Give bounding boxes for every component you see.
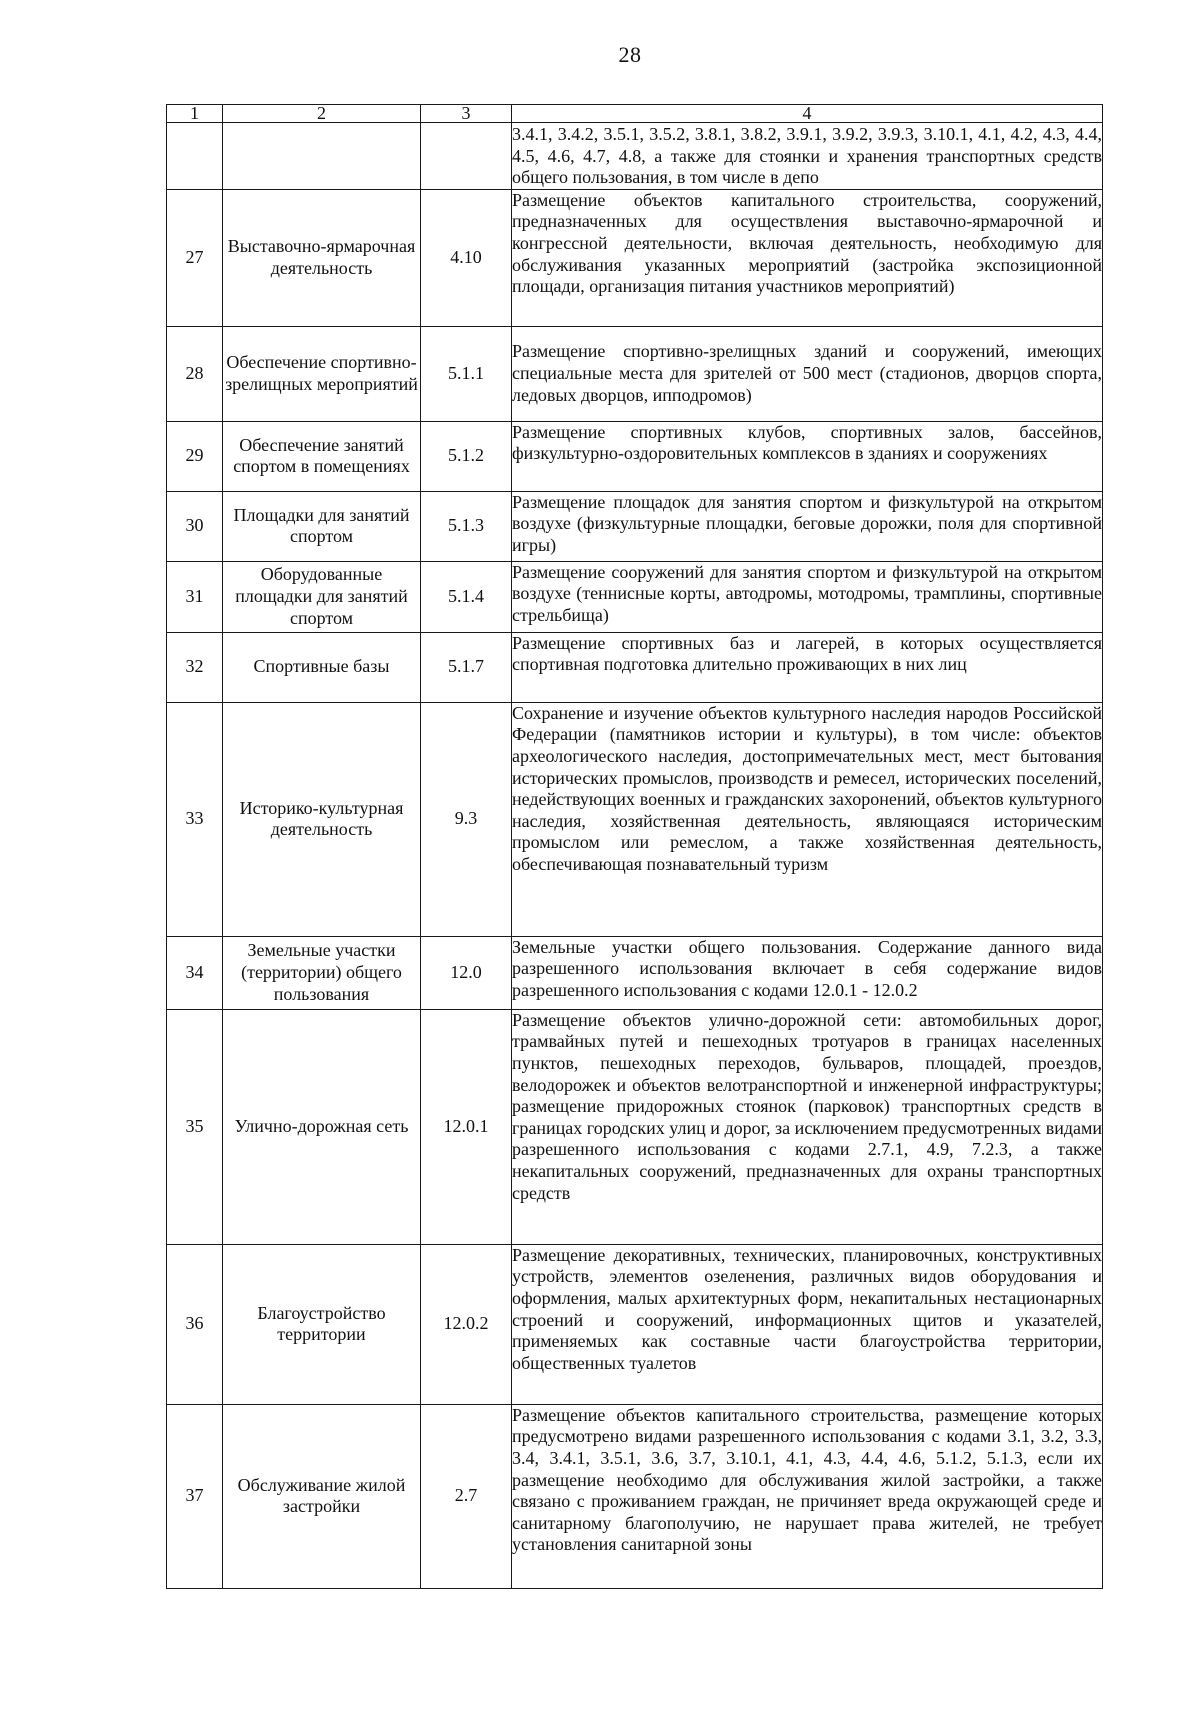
row-description: Размещение спортивных баз и лагерей, в которых осуществляется спортивная подготовка длительно проживающих в них лиц [512,632,1103,702]
table-row [167,1244,1103,1404]
row-code: 12.0.1 [421,1009,512,1244]
table-row [167,1404,1103,1588]
row-code: 12.0.2 [421,1244,512,1404]
row-code: 5.1.7 [421,632,512,702]
row-code: 12.0 [421,936,512,1009]
row-name: Обслуживание жилой застройки [223,1404,421,1588]
row-description: Размещение спортивно-зрелищных зданий и сооружений, имеющих специальные места для зрителей от 500 мест (стадионов, дворцов спорта, ледовых дворцов, ипподромов) [512,326,1103,421]
row-number: 37 [167,1404,223,1588]
row-number: 33 [167,702,223,936]
table-row [167,421,1103,491]
row-name: Историко-культурная деятельность [223,702,421,936]
header-col-1: 1 [167,105,223,123]
row-code: 5.1.1 [421,326,512,421]
row-description: Сохранение и изучение объектов культурного наследия народов Российской Федерации (памятников истории и культуры), в том числе: объектов археологического наследия, достопримечательных мест, мест бытования исторических промыслов, производств и ремесел, исторических поселений, недействующих военных и гражданских захоронений, объектов культурного наследия, хозяйственная деятельность, являющаяся историческим промыслом или ремеслом, а также хозяйственная деятельность, обеспечивающая познавательный туризм [512,702,1103,936]
row-name: Земельные участки (территории) общего пользования [223,936,421,1009]
row-name: Обеспечение спортивно-зрелищных мероприятий [223,326,421,421]
table-row [167,702,1103,936]
header-col-3: 3 [421,105,512,123]
table-row [167,936,1103,1009]
row-name: Благоустройство территории [223,1244,421,1404]
row-code [421,123,512,190]
row-name: Выставочно-ярмарочная деятельность [223,189,421,326]
row-description: Размещение объектов капитального строительства, сооружений, предназначенных для осуществления выставочно-ярмарочной и конгрессной деятельности, включая деятельность, необходимую для обслуживания указанных мероприятий (застройка экспозиционной площади, организация питания участников мероприятий) [512,189,1103,326]
row-name: Площадки для занятий спортом [223,491,421,561]
row-description: Размещение декоративных, технических, планировочных, конструктивных устройств, элементов озеленения, различных видов оборудования и оформления, малых архитектурных форм, некапитальных нестационарных строений и сооружений, информационных щитов и указателей, применяемых как составные части благоустройства территории, общественных туалетов [512,1244,1103,1404]
row-number: 27 [167,189,223,326]
row-description: Размещение площадок для занятия спортом и физкультурой на открытом воздухе (физкультурные площадки, беговые дорожки, поля для спортивной игры) [512,491,1103,561]
header-row [167,105,1103,123]
row-number: 29 [167,421,223,491]
row-description: Размещение объектов капитального строительства, размещение которых предусмотрено видами разрешенного использования с кодами 3.1, 3.2, 3.3, 3.4, 3.4.1, 3.5.1, 3.6, 3.7, 3.10.1, 4.1, 4.3, 4.4, 4.6, 5.1.2, 5.1.3, если их размещение необходимо для обслуживания жилой застройки, а также связано с проживанием граждан, не причиняет вреда окружающей среде и санитарному благополучию, не нарушает права жителей, не требует установления санитарной зоны [512,1404,1103,1588]
row-number: 28 [167,326,223,421]
table-row [167,1009,1103,1244]
row-number: 32 [167,632,223,702]
row-name: Спортивные базы [223,632,421,702]
row-description: Размещение сооружений для занятия спортом и физкультурой на открытом воздухе (теннисные корты, автодромы, мотодромы, трамплины, спортивные стрельбища) [512,561,1103,632]
row-description: Размещение спортивных клубов, спортивных залов, бассейнов, физкультурно-оздоровительных комплексов в зданиях и сооружениях [512,421,1103,491]
row-name [223,123,421,190]
header-col-2: 2 [223,105,421,123]
table-row [167,326,1103,421]
table-row [167,189,1103,326]
row-code: 5.1.4 [421,561,512,632]
page-number: 28 [618,42,642,67]
row-number [167,123,223,190]
row-code: 5.1.2 [421,421,512,491]
table-row [167,632,1103,702]
row-description: Земельные участки общего пользования. Содержание данного вида разрешенного использования включает в себя содержание видов разрешенного использования с кодами 12.0.1 - 12.0.2 [512,936,1103,1009]
row-number: 34 [167,936,223,1009]
row-code: 5.1.3 [421,491,512,561]
row-name: Обеспечение занятий спортом в помещениях [223,421,421,491]
land-use-table [166,104,1103,1589]
row-description: Размещение объектов улично-дорожной сети: автомобильных дорог, трамвайных путей и пешеходных тротуаров в границах населенных пунктов, пешеходных переходов, бульваров, площадей, проездов, велодорожек и объектов велотранспортной и инженерной инфраструктуры; размещение придорожных стоянок (парковок) транспортных средств в границах городских улиц и дорог, за исключением предусмотренных видами разрешенного использования с кодами 2.7.1, 4.9, 7.2.3, а также некапитальных сооружений, предназначенных для охраны транспортных средств [512,1009,1103,1244]
row-number: 35 [167,1009,223,1244]
row-name: Оборудованные площадки для занятий спортом [223,561,421,632]
table-row [167,123,1103,190]
row-number: 30 [167,491,223,561]
row-code: 2.7 [421,1404,512,1588]
row-name: Улично-дорожная сеть [223,1009,421,1244]
row-code: 4.10 [421,189,512,326]
row-description: 3.4.1, 3.4.2, 3.5.1, 3.5.2, 3.8.1, 3.8.2, 3.9.1, 3.9.2, 3.9.3, 3.10.1, 4.1, 4.2, 4.3, 4.4, 4.5, 4.6, 4.7, 4.8, а также для стоянки и хранения транспортных средств общего пользования, в том числе в депо [512,123,1103,190]
table-row [167,491,1103,561]
row-number: 36 [167,1244,223,1404]
row-number: 31 [167,561,223,632]
row-code: 9.3 [421,702,512,936]
table-row [167,561,1103,632]
header-col-4: 4 [512,105,1103,123]
